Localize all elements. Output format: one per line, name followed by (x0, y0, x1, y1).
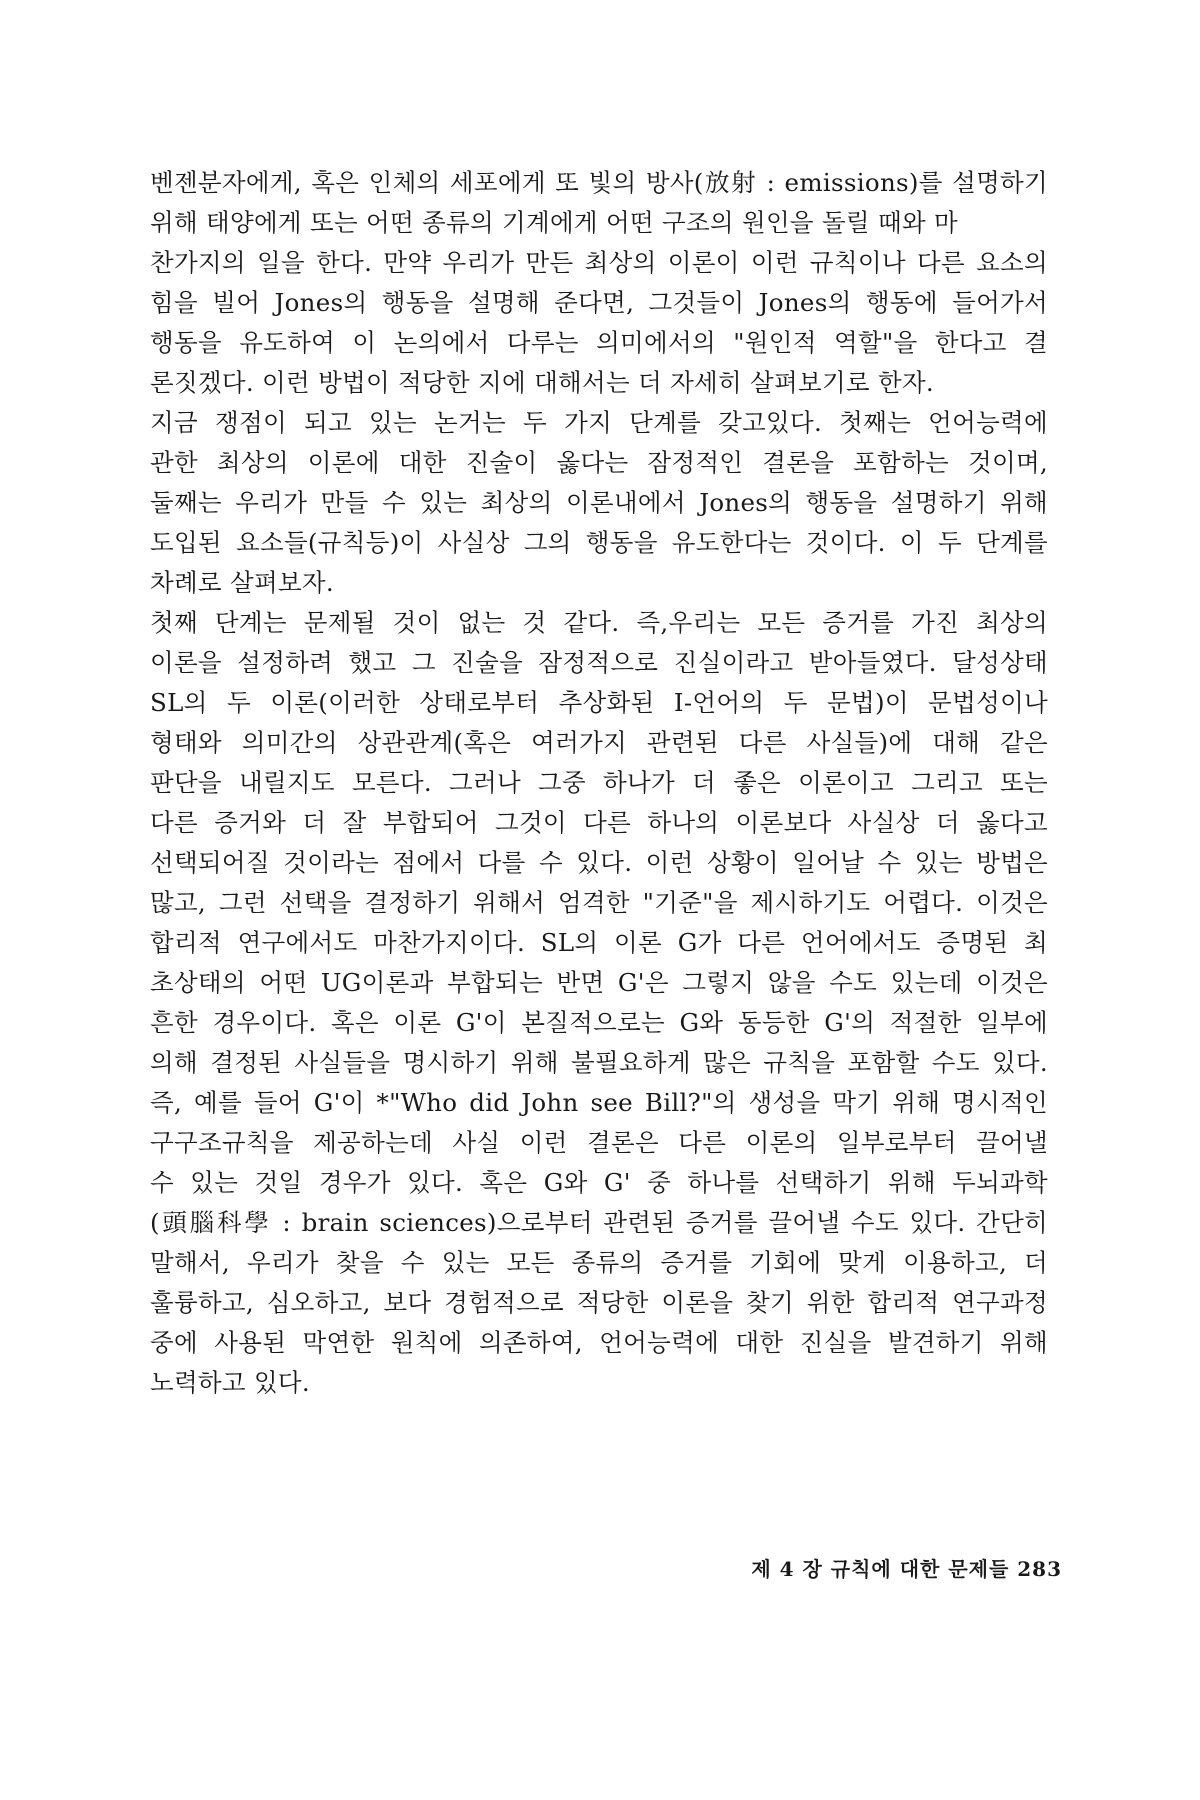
text-line: 초상태의 어떤 UG이론과 부합되는 반면 G'은 그렇지 않을 수도 있는데 이것은 (150, 968, 1048, 997)
text-line: 둘째는 우리가 만들 수 있는 최상의 이론내에서 Jones의 행동을 설명하기 위해 (150, 488, 1048, 517)
text-line: 의해 결정된 사실들을 명시하기 위해 불필요하게 많은 규칙을 포함할 수도 있다. (150, 1048, 1048, 1077)
text-line: (頭腦科學 : brain sciences)으로부터 관련된 증거를 끌어낼 수도 있다. 간단히 (150, 1208, 1048, 1237)
text-line: 흔한 경우이다. 혹은 이론 G'이 본질적으로는 G와 동등한 G'의 적절한 일부에 (150, 1008, 1048, 1037)
text-line: 관한 최상의 이론에 대한 진술이 옳다는 잠정적인 결론을 포함하는 것이며, (150, 448, 1048, 477)
text-line: 다른 증거와 더 잘 부합되어 그것이 다른 하나의 이론보다 사실상 더 옳다고 (150, 808, 1048, 837)
text-line: 훌륭하고, 심오하고, 보다 경험적으로 적당한 이론을 찾기 위한 합리적 연구과정 (150, 1288, 1048, 1317)
text-line: 형태와 의미간의 상관관계(혹은 여러가지 관련된 다른 사실들)에 대해 같은 (150, 728, 1048, 757)
text-line: 합리적 연구에서도 마찬가지이다. SL의 이론 G가 다른 언어에서도 증명된 최 (150, 928, 1048, 957)
text-line: 노력하고 있다. (150, 1368, 310, 1397)
text-line: 찬가지의 일을 한다. 만약 우리가 만든 최상의 이론이 이런 규칙이나 다른 요소의 (150, 248, 1048, 277)
text-line: 선택되어질 것이라는 점에서 다를 수 있다. 이런 상황이 일어날 수 있는 방법은 (150, 848, 1048, 877)
text-line: 지금 쟁점이 되고 있는 논거는 두 가지 단계를 갖고있다. 첫째는 언어능력에 (150, 408, 1048, 437)
text-line: 구구조규칙을 제공하는데 사실 이런 결론은 다른 이론의 일부로부터 끌어낼 (150, 1128, 1048, 1157)
text-line: 판단을 내릴지도 모른다. 그러나 그중 하나가 더 좋은 이론이고 그리고 또는 (150, 768, 1048, 797)
text-line: 힘을 빌어 Jones의 행동을 설명해 준다면, 그것들이 Jones의 행동에 들어가서 (150, 288, 1048, 317)
text-line: 행동을 유도하여 이 논의에서 다루는 의미에서의 "원인적 역할"을 한다고 결 (150, 328, 1048, 357)
body-text (150, 163, 1048, 1403)
text-line: 첫째 단계는 문제될 것이 없는 것 같다. 즉,우리는 모든 증거를 가진 최상의 (150, 608, 1048, 637)
text-line: 말해서, 우리가 찾을 수 있는 모든 종류의 증거를 기회에 맞게 이용하고, 더 (150, 1248, 1048, 1277)
text-line: SL의 두 이론(이러한 상태로부터 추상화된 I-언어의 두 문법)이 문법성이나 (150, 688, 1048, 717)
text-line: 위해 태양에게 또는 어떤 종류의 기계에게 어떤 구조의 원인을 돌릴 때와 마 (150, 208, 958, 237)
page-footer: 제 4 장 규칙에 대한 문제들 283 (751, 1557, 1062, 1581)
text-line: 즉, 예를 들어 G'이 *"Who did John see Bill?"의 생성을 막기 위해 명시적인 (150, 1088, 1048, 1117)
text-line: 벤젠분자에게, 혹은 인체의 세포에게 또 빛의 방사(放射 : emissions)를 설명하기 (150, 168, 1048, 197)
text-line: 론짓겠다. 이런 방법이 적당한 지에 대해서는 더 자세히 살펴보기로 한자. (150, 368, 935, 397)
text-line: 많고, 그런 선택을 결정하기 위해서 엄격한 "기준"을 제시하기도 어렵다. 이것은 (150, 888, 1048, 917)
text-line: 수 있는 것일 경우가 있다. 혹은 G와 G' 중 하나를 선택하기 위해 두뇌과학 (150, 1168, 1048, 1197)
text-line: 도입된 요소들(규칙등)이 사실상 그의 행동을 유도한다는 것이다. 이 두 단계를 (150, 528, 1048, 557)
text-line: 차례로 살펴보자. (150, 568, 334, 597)
text-line: 중에 사용된 막연한 원칙에 의존하여, 언어능력에 대한 진실을 발견하기 위해 (150, 1328, 1048, 1357)
text-line: 이론을 설정하려 했고 그 진술을 잠정적으로 진실이라고 받아들였다. 달성상태 (150, 648, 1048, 677)
